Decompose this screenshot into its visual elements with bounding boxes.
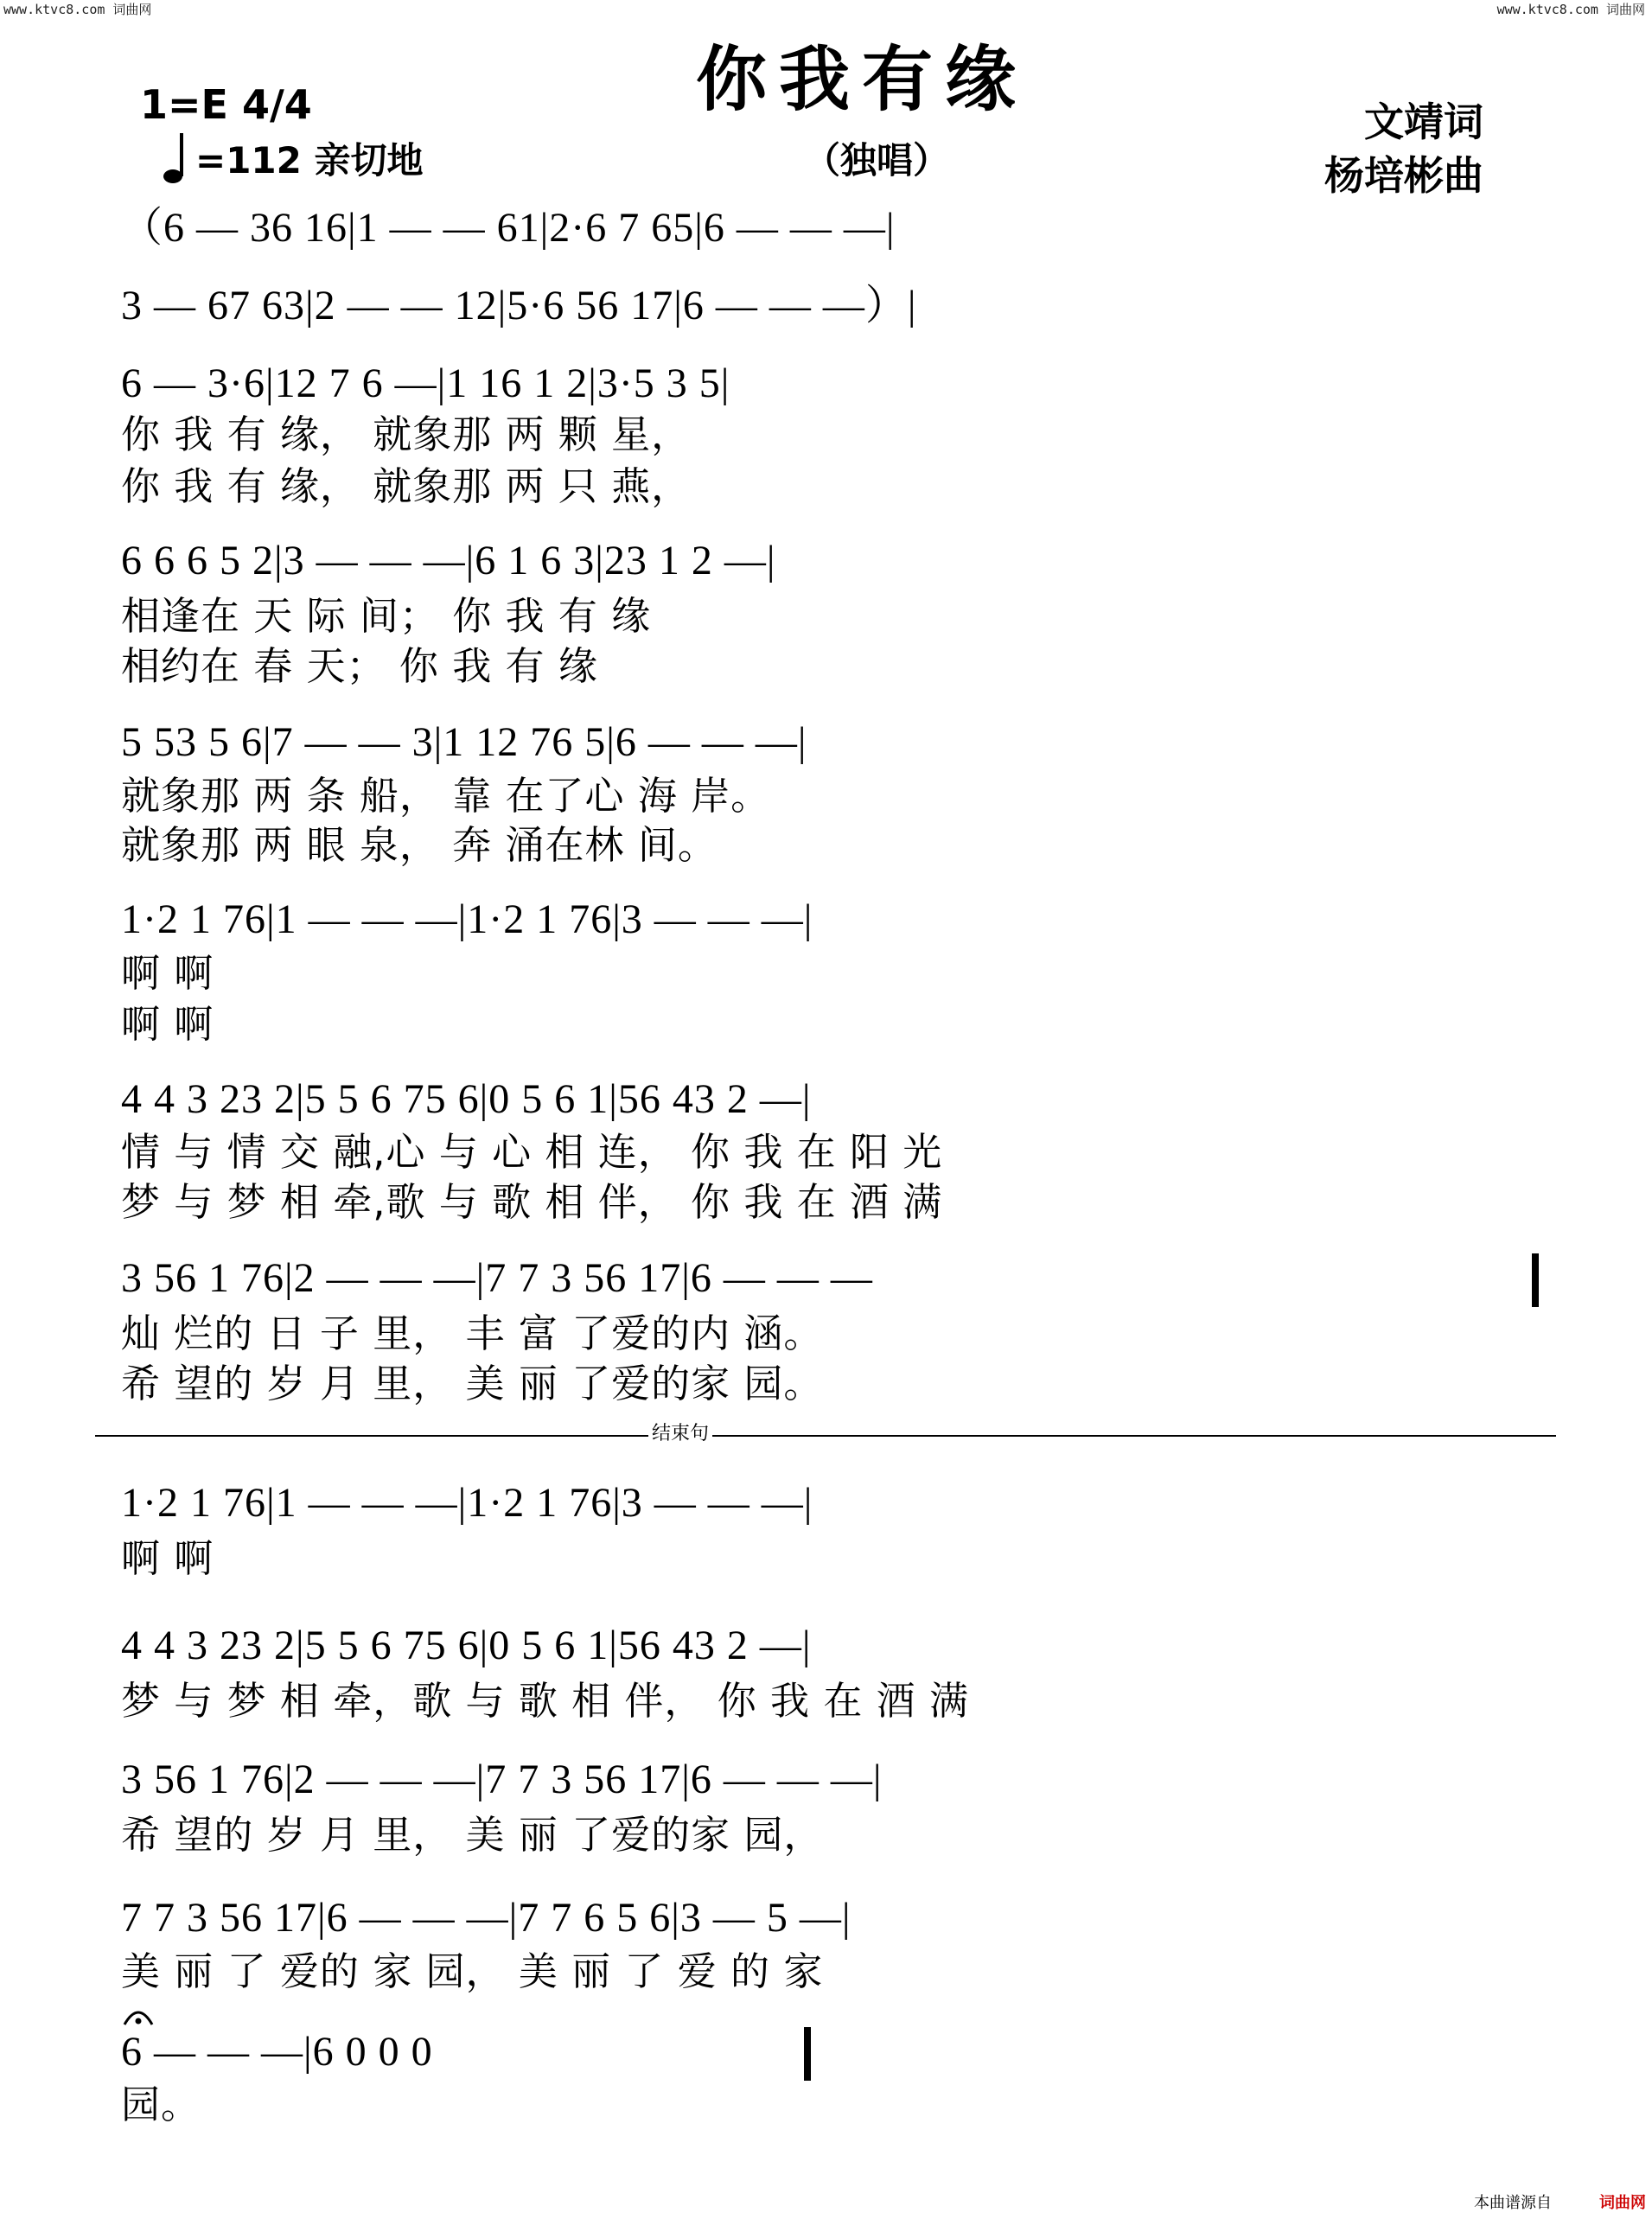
lyric-line-9: 啊 啊 bbox=[121, 1535, 214, 1581]
notation-line-9: 1·2 1 76|1 — — —|1·2 1 76|3 — — —| bbox=[121, 1480, 813, 1526]
performance-form: （独唱） bbox=[804, 139, 950, 182]
notation-line-3: 6 — 3·6|12 7 6 —|1 16 1 2|3·5 3 5| bbox=[121, 360, 730, 406]
notation-line-1: （6 — 36 16|1 — — 61|2·6 7 65|6 — — —| bbox=[121, 205, 896, 251]
notation-line-4: 6 6 6 5 2|3 — — —|6 1 6 3|23 1 2 —| bbox=[121, 538, 776, 583]
lyric-line-3-verse-1: 你 我 有 缘， 就象那 两 颗 星， bbox=[121, 411, 692, 457]
lyric-line-6-verse-1: 啊 啊 bbox=[121, 950, 214, 996]
repeat-end-barline bbox=[1532, 1253, 1539, 1307]
key-signature: 1=E 4/4 bbox=[140, 81, 312, 128]
lyric-line-13: 园。 bbox=[121, 2082, 201, 2127]
fermata-icon bbox=[121, 2004, 156, 2028]
coda-label: 结束句 bbox=[648, 1425, 712, 1444]
quarter-note-icon bbox=[163, 131, 188, 185]
tempo-marking: =112 亲切地 bbox=[195, 139, 424, 182]
footer-site-logo: 词曲网 bbox=[1599, 2194, 1646, 2212]
notation-line-10: 4 4 3 23 2|5 5 6 75 6|0 5 6 1|56 43 2 —| bbox=[121, 1623, 812, 1668]
site-url-right: www.ktvc8.com 词曲网 bbox=[1496, 2, 1645, 17]
notation-line-6: 1·2 1 76|1 — — —|1·2 1 76|3 — — —| bbox=[121, 896, 813, 942]
footer-source: 本曲谱源自 bbox=[1474, 2194, 1552, 2212]
lyric-line-7-verse-2: 梦 与 梦 相 牵,歌 与 歌 相 伴， 你 我 在 酒 满 bbox=[121, 1179, 943, 1225]
lyric-line-5-verse-2: 就象那 两 眼 泉， 奔 涌在林 间。 bbox=[121, 822, 718, 868]
lyric-line-7-verse-1: 情 与 情 交 融,心 与 心 相 连， 你 我 在 阳 光 bbox=[121, 1129, 943, 1175]
site-url-left: www.ktvc8.com 词曲网 bbox=[3, 2, 152, 17]
lyric-line-4-verse-1: 相逢在 天 际 间； 你 我 有 缘 bbox=[121, 593, 652, 639]
lyricist-credit: 文靖词 bbox=[1364, 99, 1483, 145]
lyric-line-8-verse-1: 灿 烂的 日 子 里， 丰 富 了爱的内 涵。 bbox=[121, 1310, 824, 1356]
lyric-line-6-verse-2: 啊 啊 bbox=[121, 1001, 214, 1047]
composer-credit: 杨培彬曲 bbox=[1324, 152, 1483, 199]
coda-separator-line bbox=[95, 1435, 1556, 1437]
notation-line-13: 6 — — —|6 0 0 0 bbox=[121, 2029, 433, 2075]
lyric-line-3-verse-2: 你 我 有 缘， 就象那 两 只 燕， bbox=[121, 463, 692, 509]
lyric-line-8-verse-2: 希 望的 岁 月 里， 美 丽 了爱的家 园。 bbox=[121, 1361, 824, 1406]
song-title: 你我有缘 bbox=[696, 39, 1029, 121]
notation-line-5: 5 53 5 6|7 — — 3|1 12 76 5|6 — — —| bbox=[121, 719, 807, 765]
lyric-line-12: 美 丽 了 爱的 家 园， 美 丽 了 爱 的 家 bbox=[121, 1948, 824, 1994]
notation-line-7: 4 4 3 23 2|5 5 6 75 6|0 5 6 1|56 43 2 —| bbox=[121, 1076, 812, 1122]
notation-line-2: 3 — 67 63|2 — — 12|5·6 56 17|6 — — —）| bbox=[121, 283, 917, 328]
lyric-line-10: 梦 与 梦 相 牵，歌 与 歌 相 伴， 你 我 在 酒 满 bbox=[121, 1678, 969, 1724]
notation-line-11: 3 56 1 76|2 — — —|7 7 3 56 17|6 — — —| bbox=[121, 1757, 883, 1802]
final-barline bbox=[804, 2027, 811, 2081]
lyric-line-4-verse-2: 相约在 春 天； 你 我 有 缘 bbox=[121, 643, 598, 689]
notation-line-12: 7 7 3 56 17|6 — — —|7 7 6 5 6|3 — 5 —| bbox=[121, 1895, 852, 1941]
lyric-line-5-verse-1: 就象那 两 条 船， 靠 在了心 海 岸。 bbox=[121, 773, 771, 819]
lyric-line-11: 希 望的 岁 月 里， 美 丽 了爱的家 园， bbox=[121, 1812, 824, 1858]
notation-line-8: 3 56 1 76|2 — — —|7 7 3 56 17|6 — — — bbox=[121, 1255, 873, 1301]
